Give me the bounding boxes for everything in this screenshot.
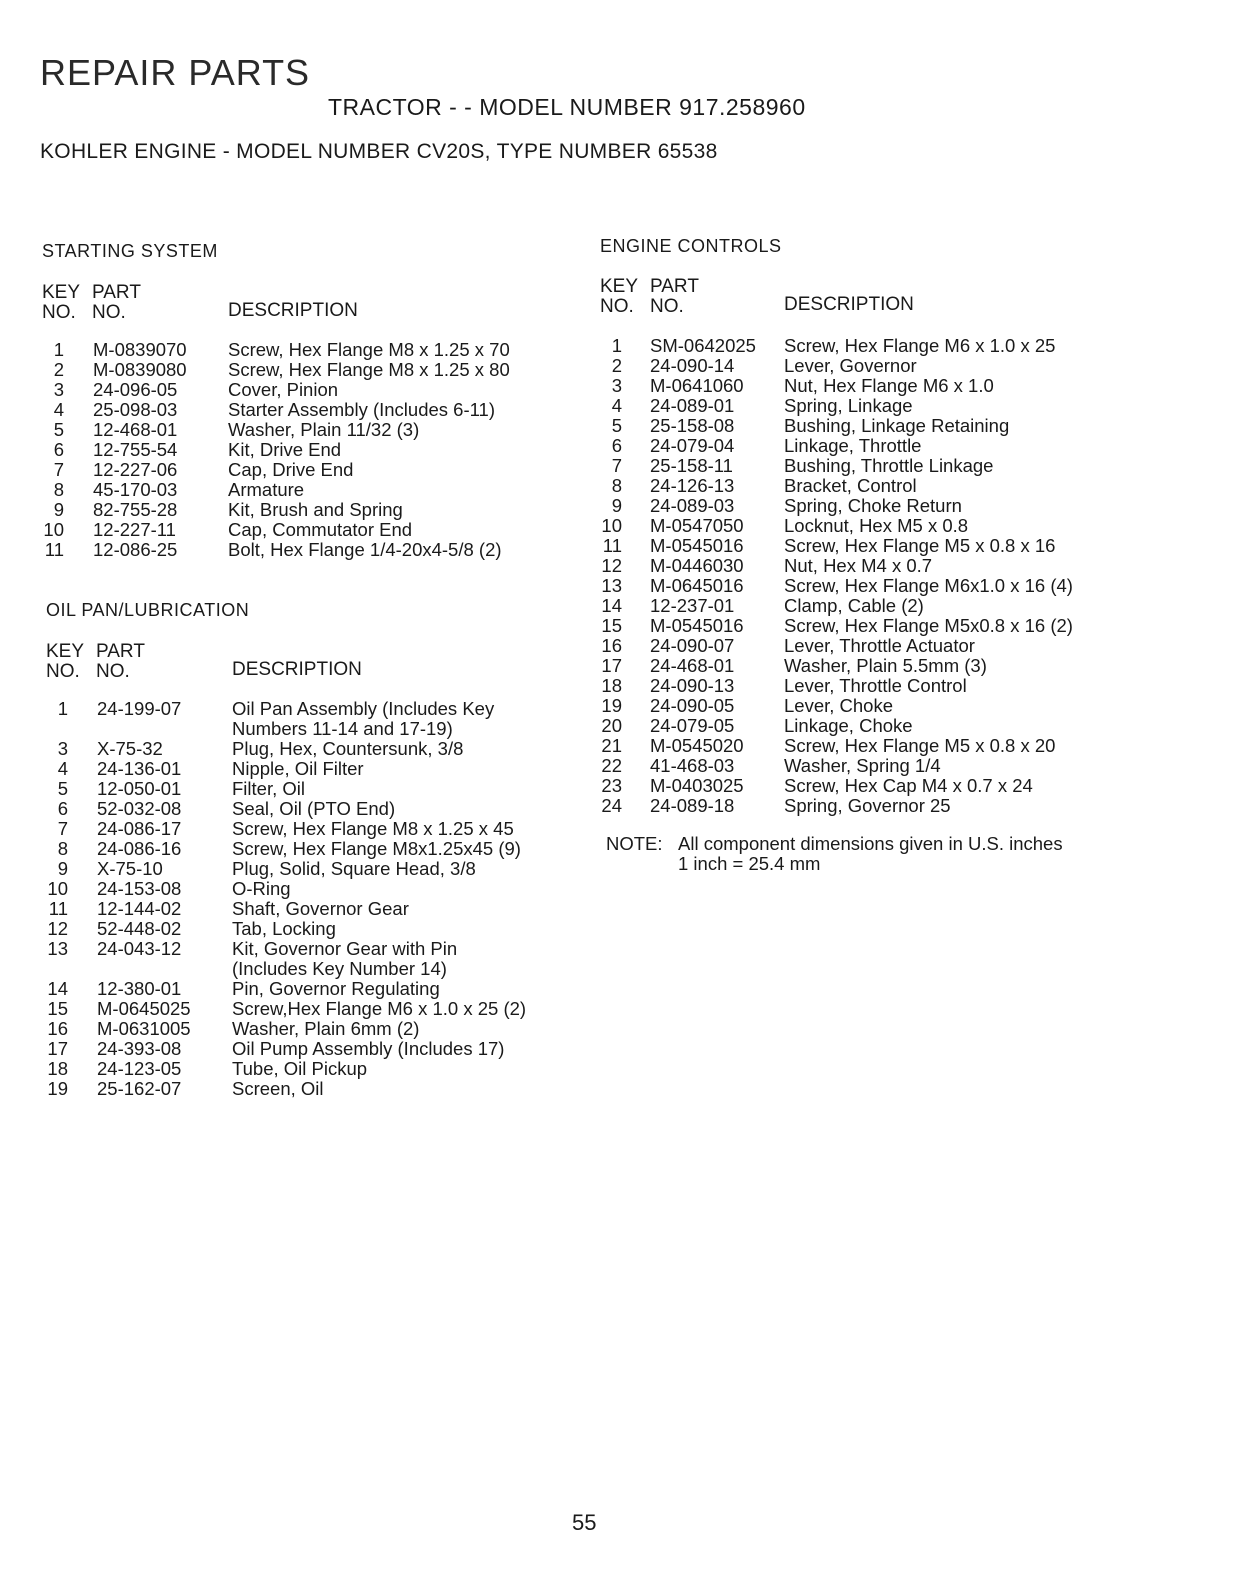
key-number: 5 (611, 415, 622, 436)
part-description: Screw, Hex Flange M8 x 1.25 x 80 (228, 359, 510, 380)
engine-controls-title: ENGINE CONTROLS (600, 236, 782, 256)
part-description: Linkage, Choke (784, 715, 913, 736)
part-row (600, 696, 1160, 716)
part-number: 12-086-25 (93, 539, 178, 560)
key-number: 15 (47, 998, 68, 1019)
part-description: Bolt, Hex Flange 1/4-20x4-5/8 (2) (228, 539, 502, 560)
part-number: M-0641060 (650, 375, 744, 396)
part-number: 25-098-03 (93, 399, 178, 420)
part-number: 24-043-12 (97, 938, 182, 959)
part-number: 82-755-28 (93, 499, 178, 520)
key-number: 16 (47, 1018, 68, 1039)
part-row (46, 699, 566, 739)
part-description: Cap, Drive End (228, 459, 354, 480)
part-row (600, 496, 1160, 516)
oil-parts-list (46, 699, 566, 1099)
key-number: 3 (57, 738, 68, 759)
part-description: O-Ring (232, 878, 291, 899)
key-number: 1 (53, 339, 64, 360)
part-description: Pin, Governor Regulating (232, 978, 440, 999)
part-header: PART (92, 282, 141, 303)
part-description: Screw, Hex Flange M8 x 1.25 x 45 (232, 818, 514, 839)
part-description: Screw, Hex Flange M5x0.8 x 16 (2) (784, 615, 1073, 636)
key-number: 7 (611, 455, 622, 476)
part-description: Armature (228, 479, 305, 500)
part-row (600, 796, 1160, 816)
key-number: 4 (57, 758, 68, 779)
key-number: 17 (47, 1038, 68, 1059)
part-description: Screw, Hex Flange M8x1.25x45 (9) (232, 838, 521, 859)
key-number: 9 (53, 499, 64, 520)
note-label: NOTE: (606, 833, 663, 854)
part-row (600, 416, 1160, 436)
key-number: 2 (611, 355, 622, 376)
part-row (46, 819, 566, 839)
part-number: 12-227-11 (93, 519, 176, 540)
part-description: Nut, Hex M4 x 0.7 (784, 555, 933, 576)
part-description: Lever, Throttle Control (784, 675, 967, 696)
key-number: 14 (601, 595, 622, 616)
part-row (46, 1019, 566, 1039)
key-no-header: NO. (42, 302, 76, 323)
part-row (46, 939, 566, 979)
part-number: 24-079-05 (650, 715, 735, 736)
part-row (600, 436, 1160, 456)
part-description: Washer, Plain 6mm (2) (232, 1018, 420, 1039)
part-description: Lever, Governor (784, 355, 917, 376)
part-number: 24-153-08 (97, 878, 182, 899)
part-number: 25-162-07 (97, 1078, 182, 1099)
part-description: Screw, Hex Flange M6 x 1.0 x 25 (784, 335, 1056, 356)
part-row (600, 776, 1160, 796)
page-number: 55 (572, 1510, 597, 1535)
part-number: M-0545016 (650, 615, 744, 636)
part-description: Clamp, Cable (2) (784, 595, 924, 616)
key-number: 10 (47, 878, 68, 899)
part-number: 24-090-14 (650, 355, 735, 376)
part-number: 24-199-07 (97, 698, 182, 719)
part-number: 24-096-05 (93, 379, 178, 400)
part-description: Linkage, Throttle (784, 435, 922, 456)
part-number: 12-050-01 (97, 778, 182, 799)
part-description: Locknut, Hex M5 x 0.8 (784, 515, 969, 536)
part-no-header: NO. (92, 302, 126, 323)
part-number: M-0631005 (97, 1018, 191, 1039)
part-number: 24-126-13 (650, 475, 735, 496)
part-description: Tab, Locking (232, 918, 336, 939)
part-row (46, 739, 566, 759)
key-header: KEY (46, 641, 85, 662)
part-description: Oil Pump Assembly (Includes 17) (232, 1038, 505, 1059)
key-header: KEY (600, 276, 639, 297)
part-no-header: NO. (96, 661, 130, 682)
description-header: DESCRIPTION (232, 659, 362, 680)
part-description: Bushing, Throttle Linkage (784, 455, 994, 476)
part-description: Plug, Solid, Square Head, 3/8 (232, 858, 476, 879)
part-description: Screw, Hex Cap M4 x 0.7 x 24 (784, 775, 1033, 796)
key-number: 24 (601, 795, 622, 816)
key-number: 12 (47, 918, 68, 939)
part-description: Shaft, Governor Gear (232, 898, 409, 919)
part-row (600, 576, 1160, 596)
key-number: 6 (611, 435, 622, 456)
key-number: 8 (53, 479, 64, 500)
part-number: 52-448-02 (97, 918, 182, 939)
part-description: Washer, Plain 5.5mm (3) (784, 655, 987, 676)
part-number: X-75-32 (97, 738, 163, 759)
part-description: Screw, Hex Flange M5 x 0.8 x 16 (784, 535, 1056, 556)
key-number: 8 (611, 475, 622, 496)
part-row (600, 456, 1160, 476)
part-row (600, 536, 1160, 556)
part-number: 25-158-08 (650, 415, 735, 436)
part-number: M-0547050 (650, 515, 744, 536)
key-number: 3 (611, 375, 622, 396)
model-heading: TRACTOR - - MODEL NUMBER 917.258960 (328, 94, 806, 120)
part-description: Nipple, Oil Filter (232, 758, 364, 779)
key-number: 22 (601, 755, 622, 776)
part-row (42, 340, 562, 360)
part-number: 12-227-06 (93, 459, 178, 480)
part-description: Seal, Oil (PTO End) (232, 798, 396, 819)
part-number: M-0839080 (93, 359, 187, 380)
part-number: 24-090-13 (650, 675, 735, 696)
part-row (600, 556, 1160, 576)
part-number: 12-755-54 (93, 439, 178, 460)
description-header: DESCRIPTION (784, 294, 914, 315)
part-number: SM-0642025 (650, 335, 756, 356)
part-number: 24-468-01 (650, 655, 735, 676)
key-number: 3 (53, 379, 64, 400)
key-number: 19 (601, 695, 622, 716)
part-row (46, 799, 566, 819)
part-number: M-0645016 (650, 575, 744, 596)
part-row (46, 899, 566, 919)
key-number: 17 (601, 655, 622, 676)
key-number: 13 (47, 938, 68, 959)
part-row (600, 636, 1160, 656)
key-number: 15 (601, 615, 622, 636)
starting-parts-list (42, 340, 562, 560)
part-row (42, 420, 562, 440)
part-number: 12-144-02 (97, 898, 182, 919)
key-number: 1 (611, 335, 622, 356)
part-row (600, 336, 1160, 356)
part-description: Bracket, Control (784, 475, 917, 496)
part-description: Kit, Drive End (228, 439, 342, 460)
key-number: 19 (47, 1078, 68, 1099)
note-text: All component dimensions given in U.S. inches (678, 833, 1063, 854)
part-description: Spring, Governor 25 (784, 795, 951, 816)
key-no-header: NO. (46, 661, 80, 682)
key-number: 6 (57, 798, 68, 819)
starting-column-header (42, 282, 542, 326)
part-description: Kit, Governor Gear with Pin (Includes Key Number 14) (232, 938, 458, 979)
part-description: Spring, Choke Return (784, 495, 962, 516)
key-number: 14 (47, 978, 68, 999)
part-number: 12-237-01 (650, 595, 735, 616)
key-number: 9 (57, 858, 68, 879)
part-number: 24-089-18 (650, 795, 735, 816)
part-row (46, 759, 566, 779)
part-row (46, 999, 566, 1019)
part-number: M-0446030 (650, 555, 744, 576)
part-header: PART (650, 276, 699, 297)
controls-parts-list (600, 336, 1160, 816)
part-row (42, 480, 562, 500)
part-number: 24-086-16 (97, 838, 182, 859)
key-number: 23 (601, 775, 622, 796)
part-number: M-0645025 (97, 998, 191, 1019)
part-description: Lever, Choke (784, 695, 894, 716)
part-row (42, 520, 562, 540)
part-description: Cover, Pinion (228, 379, 339, 400)
part-number: M-0545020 (650, 735, 744, 756)
part-number: 25-158-11 (650, 455, 733, 476)
engine-heading: KOHLER ENGINE - MODEL NUMBER CV20S, TYPE NUMBER 65538 (40, 140, 718, 163)
part-description: Washer, Spring 1/4 (784, 755, 941, 776)
oil-pan-title: OIL PAN/LUBRICATION (46, 600, 250, 620)
part-row (600, 716, 1160, 736)
part-row (600, 356, 1160, 376)
part-description: Spring, Linkage (784, 395, 913, 416)
part-row (46, 919, 566, 939)
part-number: 24-393-08 (97, 1038, 182, 1059)
key-number: 20 (601, 715, 622, 736)
key-number: 9 (611, 495, 622, 516)
part-number: 24-123-05 (97, 1058, 182, 1079)
part-row (600, 616, 1160, 636)
part-description: Cap, Commutator End (228, 519, 413, 540)
part-row (600, 516, 1160, 536)
part-row (600, 656, 1160, 676)
part-number: 12-468-01 (93, 419, 178, 440)
part-header: PART (96, 641, 145, 662)
key-number: 4 (611, 395, 622, 416)
part-row (600, 396, 1160, 416)
part-row (600, 596, 1160, 616)
part-row (600, 376, 1160, 396)
controls-column-header (600, 276, 1160, 320)
key-number: 7 (57, 818, 68, 839)
key-number: 13 (601, 575, 622, 596)
part-number: 24-089-03 (650, 495, 735, 516)
description-header: DESCRIPTION (228, 300, 358, 321)
key-number: 5 (53, 419, 64, 440)
part-row (46, 779, 566, 799)
part-number: 24-136-01 (97, 758, 182, 779)
part-description: Bushing, Linkage Retaining (784, 415, 1010, 436)
part-description: Screw, Hex Flange M6x1.0 x 16 (4) (784, 575, 1073, 596)
part-number: M-0839070 (93, 339, 187, 360)
part-row (600, 676, 1160, 696)
part-row (46, 879, 566, 899)
key-number: 12 (601, 555, 622, 576)
part-row (46, 839, 566, 859)
key-number: 10 (43, 519, 64, 540)
part-row (46, 1079, 566, 1099)
starting-system-title: STARTING SYSTEM (42, 241, 218, 261)
part-row (600, 736, 1160, 756)
part-number: M-0545016 (650, 535, 744, 556)
key-number: 11 (602, 535, 622, 556)
part-number: 24-090-07 (650, 635, 735, 656)
part-description: Oil Pan Assembly (Includes Key Numbers 11-14 and 17-19) (232, 698, 495, 739)
part-row (600, 756, 1160, 776)
key-number: 7 (53, 459, 64, 480)
key-number: 18 (47, 1058, 68, 1079)
oil-column-header (46, 641, 546, 685)
part-number: X-75-10 (97, 858, 163, 879)
part-row (42, 540, 562, 560)
key-number: 4 (53, 399, 64, 420)
key-number: 18 (601, 675, 622, 696)
part-description: Screw, Hex Flange M5 x 0.8 x 20 (784, 735, 1056, 756)
key-number: 11 (44, 539, 64, 560)
part-no-header: NO. (650, 296, 684, 317)
note-conversion: 1 inch = 25.4 mm (678, 853, 821, 874)
part-number: 12-380-01 (97, 978, 182, 999)
part-number: 24-090-05 (650, 695, 735, 716)
key-number: 5 (57, 778, 68, 799)
part-description: Screen, Oil (232, 1078, 324, 1099)
part-description: Kit, Brush and Spring (228, 499, 403, 520)
key-number: 2 (53, 359, 64, 380)
part-description: Nut, Hex Flange M6 x 1.0 (784, 375, 994, 396)
key-number: 8 (57, 838, 68, 859)
key-number: 10 (601, 515, 622, 536)
part-row (46, 859, 566, 879)
part-description: Washer, Plain 11/32 (3) (228, 419, 420, 440)
part-description: Plug, Hex, Countersunk, 3/8 (232, 738, 464, 759)
part-description: Screw, Hex Flange M8 x 1.25 x 70 (228, 339, 510, 360)
part-number: M-0403025 (650, 775, 744, 796)
part-number: 45-170-03 (93, 479, 178, 500)
part-row (600, 476, 1160, 496)
part-row (42, 460, 562, 480)
key-number: 16 (601, 635, 622, 656)
part-number: 24-079-04 (650, 435, 735, 456)
key-number: 11 (48, 898, 68, 919)
part-number: 24-086-17 (97, 818, 182, 839)
key-header: KEY (42, 282, 81, 303)
part-row (42, 360, 562, 380)
part-row (46, 979, 566, 999)
part-row (42, 500, 562, 520)
part-description: Tube, Oil Pickup (232, 1058, 368, 1079)
part-row (46, 1059, 566, 1079)
part-description: Screw,Hex Flange M6 x 1.0 x 25 (2) (232, 998, 527, 1019)
part-number: 41-468-03 (650, 755, 735, 776)
part-description: Starter Assembly (Includes 6-11) (228, 399, 495, 420)
key-number: 1 (57, 698, 68, 719)
key-number: 6 (53, 439, 64, 460)
part-row (42, 440, 562, 460)
part-number: 52-032-08 (97, 798, 182, 819)
part-row (42, 380, 562, 400)
key-no-header: NO. (600, 296, 634, 317)
page-title: REPAIR PARTS (40, 52, 311, 93)
part-description: Filter, Oil (232, 778, 305, 799)
key-number: 21 (601, 735, 622, 756)
part-description: Lever, Throttle Actuator (784, 635, 975, 656)
part-row (46, 1039, 566, 1059)
part-row (42, 400, 562, 420)
part-number: 24-089-01 (650, 395, 735, 416)
